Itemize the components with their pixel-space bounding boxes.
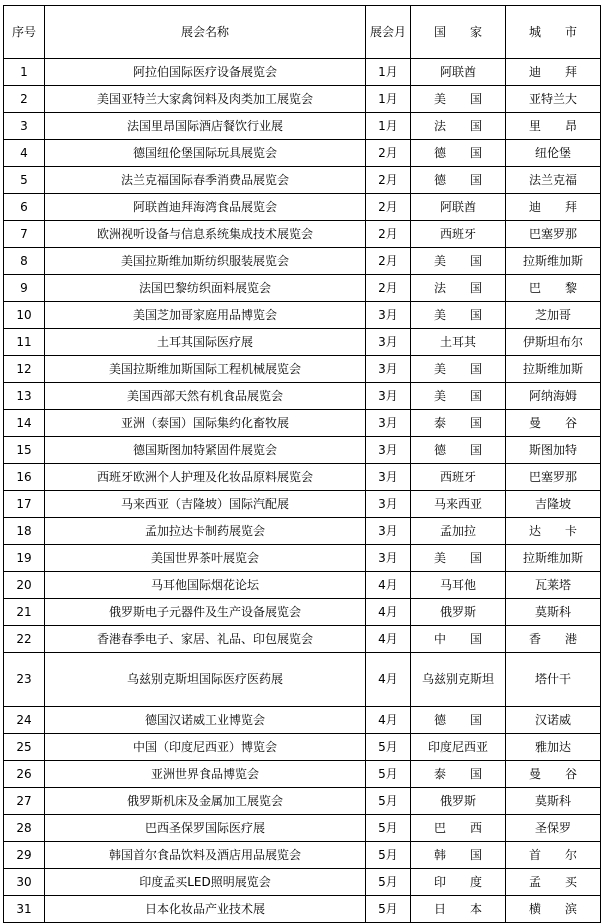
header-city: 城 市 xyxy=(506,6,601,59)
table-row xyxy=(4,545,601,572)
cell-exhibition-name: 德国纽伦堡国际玩具展览会 xyxy=(45,140,366,167)
cell-exhibition-name: 乌兹别克斯坦国际医疗医药展 xyxy=(45,653,366,707)
table-row xyxy=(4,707,601,734)
cell-country: 土耳其 xyxy=(411,329,506,356)
cell-month: 3月 xyxy=(366,302,411,329)
table-row xyxy=(4,869,601,896)
cell-city: 香 港 xyxy=(506,626,601,653)
cell-city: 巴 黎 xyxy=(506,275,601,302)
cell-exhibition-name: 孟加拉达卡制药展览会 xyxy=(45,518,366,545)
cell-month: 5月 xyxy=(366,815,411,842)
cell-exhibition-name: 德国汉诺威工业博览会 xyxy=(45,707,366,734)
cell-city: 孟 买 xyxy=(506,869,601,896)
cell-city: 迪 拜 xyxy=(506,194,601,221)
cell-month: 5月 xyxy=(366,788,411,815)
cell-month: 3月 xyxy=(366,437,411,464)
cell-serial: 22 xyxy=(4,626,45,653)
cell-city: 斯图加特 xyxy=(506,437,601,464)
cell-exhibition-name: 马来西亚（吉隆坡）国际汽配展 xyxy=(45,491,366,518)
table-row xyxy=(4,59,601,86)
cell-exhibition-name: 欧洲视听设备与信息系统集成技术展览会 xyxy=(45,221,366,248)
cell-exhibition-name: 土耳其国际医疗展 xyxy=(45,329,366,356)
cell-country: 美 国 xyxy=(411,248,506,275)
cell-month: 5月 xyxy=(366,896,411,923)
cell-month: 3月 xyxy=(366,491,411,518)
table-row xyxy=(4,842,601,869)
cell-city: 塔什干 xyxy=(506,653,601,707)
cell-exhibition-name: 美国世界茶叶展览会 xyxy=(45,545,366,572)
cell-city: 迪 拜 xyxy=(506,59,601,86)
cell-city: 拉斯维加斯 xyxy=(506,356,601,383)
cell-serial: 12 xyxy=(4,356,45,383)
cell-exhibition-name: 西班牙欧洲个人护理及化妆品原料展览会 xyxy=(45,464,366,491)
cell-month: 5月 xyxy=(366,842,411,869)
cell-exhibition-name: 阿拉伯国际医疗设备展览会 xyxy=(45,59,366,86)
cell-exhibition-name: 美国芝加哥家庭用品博览会 xyxy=(45,302,366,329)
cell-month: 2月 xyxy=(366,140,411,167)
cell-country: 西班牙 xyxy=(411,221,506,248)
cell-month: 1月 xyxy=(366,86,411,113)
cell-month: 2月 xyxy=(366,248,411,275)
header-row xyxy=(4,6,601,59)
cell-city: 拉斯维加斯 xyxy=(506,248,601,275)
cell-serial: 4 xyxy=(4,140,45,167)
cell-month: 2月 xyxy=(366,194,411,221)
cell-city: 曼 谷 xyxy=(506,410,601,437)
cell-exhibition-name: 法国里昂国际酒店餐饮行业展 xyxy=(45,113,366,140)
cell-serial: 16 xyxy=(4,464,45,491)
cell-country: 美 国 xyxy=(411,302,506,329)
cell-city: 法兰克福 xyxy=(506,167,601,194)
table-row xyxy=(4,599,601,626)
table-row xyxy=(4,356,601,383)
cell-serial: 19 xyxy=(4,545,45,572)
cell-country: 德 国 xyxy=(411,167,506,194)
header-serial: 序号 xyxy=(4,6,45,59)
cell-country: 阿联酋 xyxy=(411,194,506,221)
cell-serial: 27 xyxy=(4,788,45,815)
cell-month: 3月 xyxy=(366,329,411,356)
cell-exhibition-name: 美国亚特兰大家禽饲料及肉类加工展览会 xyxy=(45,86,366,113)
table-row xyxy=(4,194,601,221)
table-row xyxy=(4,464,601,491)
table-row xyxy=(4,761,601,788)
cell-exhibition-name: 马耳他国际烟花论坛 xyxy=(45,572,366,599)
cell-serial: 14 xyxy=(4,410,45,437)
header-exhibition-name: 展会名称 xyxy=(45,6,366,59)
cell-exhibition-name: 美国拉斯维加斯纺织服装展览会 xyxy=(45,248,366,275)
cell-country: 法 国 xyxy=(411,275,506,302)
cell-city: 巴塞罗那 xyxy=(506,464,601,491)
cell-month: 3月 xyxy=(366,545,411,572)
cell-country: 俄罗斯 xyxy=(411,788,506,815)
cell-month: 3月 xyxy=(366,383,411,410)
cell-country: 泰 国 xyxy=(411,410,506,437)
cell-serial: 2 xyxy=(4,86,45,113)
cell-city: 达 卡 xyxy=(506,518,601,545)
cell-month: 4月 xyxy=(366,653,411,707)
cell-serial: 10 xyxy=(4,302,45,329)
cell-country: 印度尼西亚 xyxy=(411,734,506,761)
cell-month: 3月 xyxy=(366,410,411,437)
table-row xyxy=(4,788,601,815)
cell-month: 4月 xyxy=(366,599,411,626)
table-row xyxy=(4,383,601,410)
cell-exhibition-name: 德国斯图加特紧固件展览会 xyxy=(45,437,366,464)
cell-city: 瓦莱塔 xyxy=(506,572,601,599)
cell-city: 阿纳海姆 xyxy=(506,383,601,410)
cell-month: 2月 xyxy=(366,167,411,194)
cell-month: 3月 xyxy=(366,464,411,491)
cell-exhibition-name: 韩国首尔食品饮料及酒店用品展览会 xyxy=(45,842,366,869)
cell-month: 5月 xyxy=(366,869,411,896)
cell-exhibition-name: 印度孟买LED照明展览会 xyxy=(45,869,366,896)
cell-country: 泰 国 xyxy=(411,761,506,788)
cell-month: 5月 xyxy=(366,761,411,788)
cell-country: 美 国 xyxy=(411,383,506,410)
cell-country: 中 国 xyxy=(411,626,506,653)
cell-city: 莫斯科 xyxy=(506,599,601,626)
cell-city: 曼 谷 xyxy=(506,761,601,788)
cell-serial: 23 xyxy=(4,653,45,707)
cell-month: 5月 xyxy=(366,734,411,761)
table-row xyxy=(4,518,601,545)
cell-country: 乌兹别克斯坦 xyxy=(411,653,506,707)
cell-serial: 18 xyxy=(4,518,45,545)
cell-month: 1月 xyxy=(366,113,411,140)
table-row xyxy=(4,167,601,194)
cell-serial: 13 xyxy=(4,383,45,410)
cell-exhibition-name: 日本化妆品产业技术展 xyxy=(45,896,366,923)
table-row xyxy=(4,140,601,167)
cell-city: 巴塞罗那 xyxy=(506,221,601,248)
cell-country: 西班牙 xyxy=(411,464,506,491)
cell-serial: 5 xyxy=(4,167,45,194)
cell-serial: 24 xyxy=(4,707,45,734)
cell-serial: 29 xyxy=(4,842,45,869)
cell-country: 德 国 xyxy=(411,140,506,167)
cell-city: 圣保罗 xyxy=(506,815,601,842)
table-row xyxy=(4,815,601,842)
table-row xyxy=(4,626,601,653)
cell-city: 横 滨 xyxy=(506,896,601,923)
cell-exhibition-name: 亚洲（泰国）国际集约化畜牧展 xyxy=(45,410,366,437)
table-row xyxy=(4,896,601,923)
cell-exhibition-name: 中国（印度尼西亚）博览会 xyxy=(45,734,366,761)
cell-country: 德 国 xyxy=(411,437,506,464)
cell-serial: 3 xyxy=(4,113,45,140)
cell-country: 韩 国 xyxy=(411,842,506,869)
cell-exhibition-name: 法国巴黎纺织面料展览会 xyxy=(45,275,366,302)
cell-country: 巴 西 xyxy=(411,815,506,842)
cell-country: 俄罗斯 xyxy=(411,599,506,626)
table-row xyxy=(4,329,601,356)
cell-serial: 8 xyxy=(4,248,45,275)
table-row xyxy=(4,275,601,302)
cell-city: 莫斯科 xyxy=(506,788,601,815)
cell-serial: 7 xyxy=(4,221,45,248)
cell-exhibition-name: 俄罗斯电子元器件及生产设备展览会 xyxy=(45,599,366,626)
table-row xyxy=(4,410,601,437)
cell-serial: 31 xyxy=(4,896,45,923)
cell-month: 2月 xyxy=(366,221,411,248)
table-row xyxy=(4,86,601,113)
cell-month: 4月 xyxy=(366,626,411,653)
table-row xyxy=(4,248,601,275)
table-row xyxy=(4,734,601,761)
table-row xyxy=(4,113,601,140)
cell-city: 纽伦堡 xyxy=(506,140,601,167)
cell-serial: 15 xyxy=(4,437,45,464)
header-month: 展会月 xyxy=(366,6,411,59)
cell-exhibition-name: 法兰克福国际春季消费品展览会 xyxy=(45,167,366,194)
table-row xyxy=(4,491,601,518)
table-row xyxy=(4,572,601,599)
cell-country: 美 国 xyxy=(411,545,506,572)
cell-country: 美 国 xyxy=(411,86,506,113)
cell-country: 德 国 xyxy=(411,707,506,734)
cell-country: 印 度 xyxy=(411,869,506,896)
cell-month: 1月 xyxy=(366,59,411,86)
cell-exhibition-name: 亚洲世界食品博览会 xyxy=(45,761,366,788)
cell-exhibition-name: 俄罗斯机床及金属加工展览会 xyxy=(45,788,366,815)
cell-city: 亚特兰大 xyxy=(506,86,601,113)
cell-country: 阿联酋 xyxy=(411,59,506,86)
cell-serial: 25 xyxy=(4,734,45,761)
cell-city: 拉斯维加斯 xyxy=(506,545,601,572)
table-row xyxy=(4,302,601,329)
cell-country: 马耳他 xyxy=(411,572,506,599)
table-row xyxy=(4,653,601,707)
cell-serial: 20 xyxy=(4,572,45,599)
table-row xyxy=(4,221,601,248)
cell-month: 3月 xyxy=(366,356,411,383)
cell-exhibition-name: 香港春季电子、家居、礼品、印包展览会 xyxy=(45,626,366,653)
cell-month: 3月 xyxy=(366,518,411,545)
cell-serial: 26 xyxy=(4,761,45,788)
cell-country: 法 国 xyxy=(411,113,506,140)
cell-exhibition-name: 阿联酋迪拜海湾食品展览会 xyxy=(45,194,366,221)
cell-serial: 11 xyxy=(4,329,45,356)
cell-country: 美 国 xyxy=(411,356,506,383)
cell-city: 伊斯坦布尔 xyxy=(506,329,601,356)
cell-country: 日 本 xyxy=(411,896,506,923)
cell-serial: 17 xyxy=(4,491,45,518)
cell-serial: 9 xyxy=(4,275,45,302)
cell-exhibition-name: 美国西部天然有机食品展览会 xyxy=(45,383,366,410)
cell-month: 4月 xyxy=(366,572,411,599)
cell-city: 首 尔 xyxy=(506,842,601,869)
cell-serial: 21 xyxy=(4,599,45,626)
cell-serial: 28 xyxy=(4,815,45,842)
table-row xyxy=(4,437,601,464)
cell-month: 2月 xyxy=(366,275,411,302)
cell-month: 4月 xyxy=(366,707,411,734)
exhibition-table xyxy=(3,5,601,923)
cell-city: 芝加哥 xyxy=(506,302,601,329)
cell-serial: 1 xyxy=(4,59,45,86)
cell-exhibition-name: 美国拉斯维加斯国际工程机械展览会 xyxy=(45,356,366,383)
cell-city: 汉诺威 xyxy=(506,707,601,734)
cell-city: 雅加达 xyxy=(506,734,601,761)
cell-city: 里 昂 xyxy=(506,113,601,140)
cell-country: 马来西亚 xyxy=(411,491,506,518)
cell-country: 孟加拉 xyxy=(411,518,506,545)
cell-serial: 30 xyxy=(4,869,45,896)
cell-exhibition-name: 巴西圣保罗国际医疗展 xyxy=(45,815,366,842)
cell-serial: 6 xyxy=(4,194,45,221)
cell-city: 吉隆坡 xyxy=(506,491,601,518)
header-country: 国 家 xyxy=(411,6,506,59)
